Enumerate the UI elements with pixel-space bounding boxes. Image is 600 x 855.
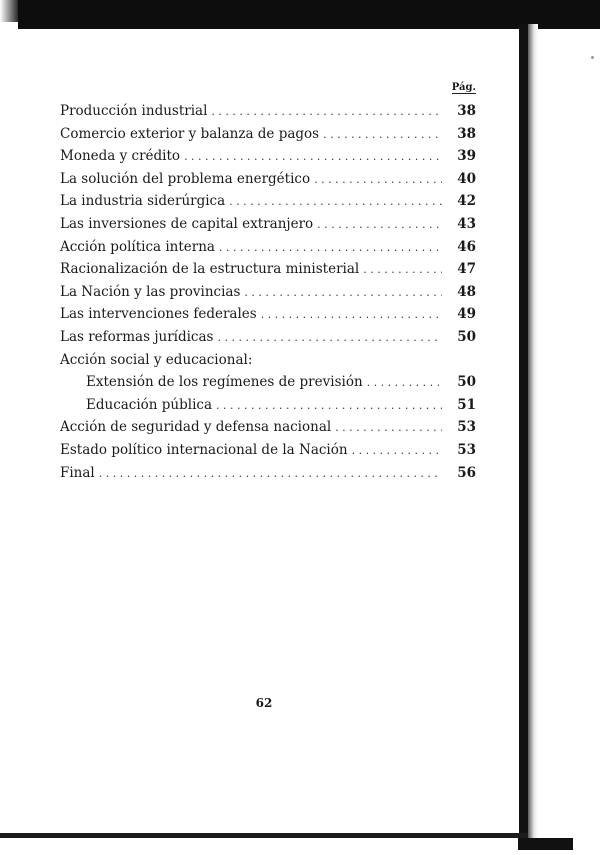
toc-entry-title: Extensión de los regímenes de previsión — [86, 374, 363, 391]
toc-list — [60, 100, 476, 484]
toc-entry-page: 56 — [457, 464, 476, 481]
scan-speck — [591, 56, 594, 59]
toc-entry-title: Acción de seguridad y defensa nacional — [60, 419, 332, 436]
toc-entry-title: Racionalización de la estructura ministerial — [60, 261, 360, 278]
scan-right-shadow — [528, 24, 538, 844]
dot-leader — [184, 146, 442, 169]
toc-entry — [60, 236, 476, 259]
dot-leader — [317, 214, 442, 237]
dot-leader — [363, 259, 442, 282]
toc-entry-page: 43 — [457, 215, 476, 232]
dot-leader — [216, 395, 442, 418]
toc-entry-title: Final — [60, 464, 95, 481]
page-column-label: Pág. — [451, 82, 476, 93]
toc-entry — [60, 100, 476, 123]
dot-leader — [323, 124, 442, 147]
toc-entry-title: Acción política interna — [60, 238, 215, 255]
toc-entry-page: 51 — [457, 396, 476, 413]
scan-bottom-corner — [518, 838, 573, 850]
toc-entry — [60, 462, 476, 485]
toc-entry — [60, 190, 476, 213]
dot-leader — [219, 237, 442, 260]
toc-entry — [60, 394, 476, 417]
scan-edge-shadow — [0, 0, 18, 22]
toc-entry-page: 50 — [457, 328, 476, 345]
toc-entry — [60, 349, 476, 372]
toc-entry — [60, 168, 476, 191]
toc-entry — [60, 145, 476, 168]
scan-right-border — [519, 24, 528, 844]
toc-entry-title: Las inversiones de capital extranjero — [60, 215, 314, 232]
toc-entry-page: 38 — [457, 125, 476, 142]
toc-entry-title: Producción industrial — [60, 103, 208, 119]
dot-leader — [217, 327, 442, 350]
toc-entry-page: 48 — [457, 283, 476, 300]
dot-leader — [244, 282, 442, 305]
dot-leader — [314, 169, 442, 192]
toc-entry-page: 40 — [457, 170, 476, 187]
dot-leader — [99, 463, 442, 486]
toc-entry-page: 42 — [457, 193, 476, 210]
page-column-header — [60, 80, 476, 100]
toc-entry-page: 39 — [457, 148, 476, 165]
table-of-contents-page — [60, 80, 476, 484]
toc-entry-title: La industria siderúrgica — [60, 193, 226, 210]
toc-entry-title: La solución del problema energético — [60, 170, 311, 187]
page-number-footer: 62 — [255, 696, 273, 710]
toc-entry — [60, 416, 476, 439]
toc-entry-page: 46 — [457, 238, 476, 255]
toc-entry — [60, 281, 476, 304]
toc-entry-title: Estado político internacional de la Nación — [60, 441, 348, 458]
toc-entry — [60, 123, 476, 146]
toc-entry-page: 53 — [457, 441, 476, 458]
dot-leader — [335, 417, 442, 440]
toc-entry-title: Educación pública — [86, 396, 213, 413]
dot-leader — [352, 440, 442, 463]
toc-entry — [60, 303, 476, 326]
dot-leader — [229, 191, 442, 214]
toc-entry-title: Las intervenciones federales — [60, 306, 257, 323]
toc-entry — [60, 371, 476, 394]
toc-entry — [60, 213, 476, 236]
toc-entry-title: Moneda y crédito — [60, 148, 181, 165]
toc-entry-title: La Nación y las provincias — [60, 283, 241, 300]
toc-entry — [60, 326, 476, 349]
toc-entry-title: Comercio exterior y balanza de pagos — [60, 125, 320, 142]
scan-top-border — [18, 0, 600, 29]
toc-entry — [60, 258, 476, 281]
toc-entry-page: 50 — [457, 374, 476, 391]
toc-entry-title: Las reformas jurídicas — [60, 328, 214, 345]
toc-entry-page: 47 — [457, 261, 476, 278]
toc-entry-page: 53 — [457, 419, 476, 436]
toc-entry — [60, 439, 476, 462]
dot-leader — [211, 101, 442, 124]
scan-bottom-border — [0, 833, 528, 838]
toc-entry-page: 38 — [457, 103, 476, 119]
dot-leader — [367, 372, 442, 395]
toc-entry-page: 49 — [457, 306, 476, 323]
dot-leader — [261, 304, 442, 327]
toc-entry-title: Acción social y educacional: — [60, 351, 253, 368]
